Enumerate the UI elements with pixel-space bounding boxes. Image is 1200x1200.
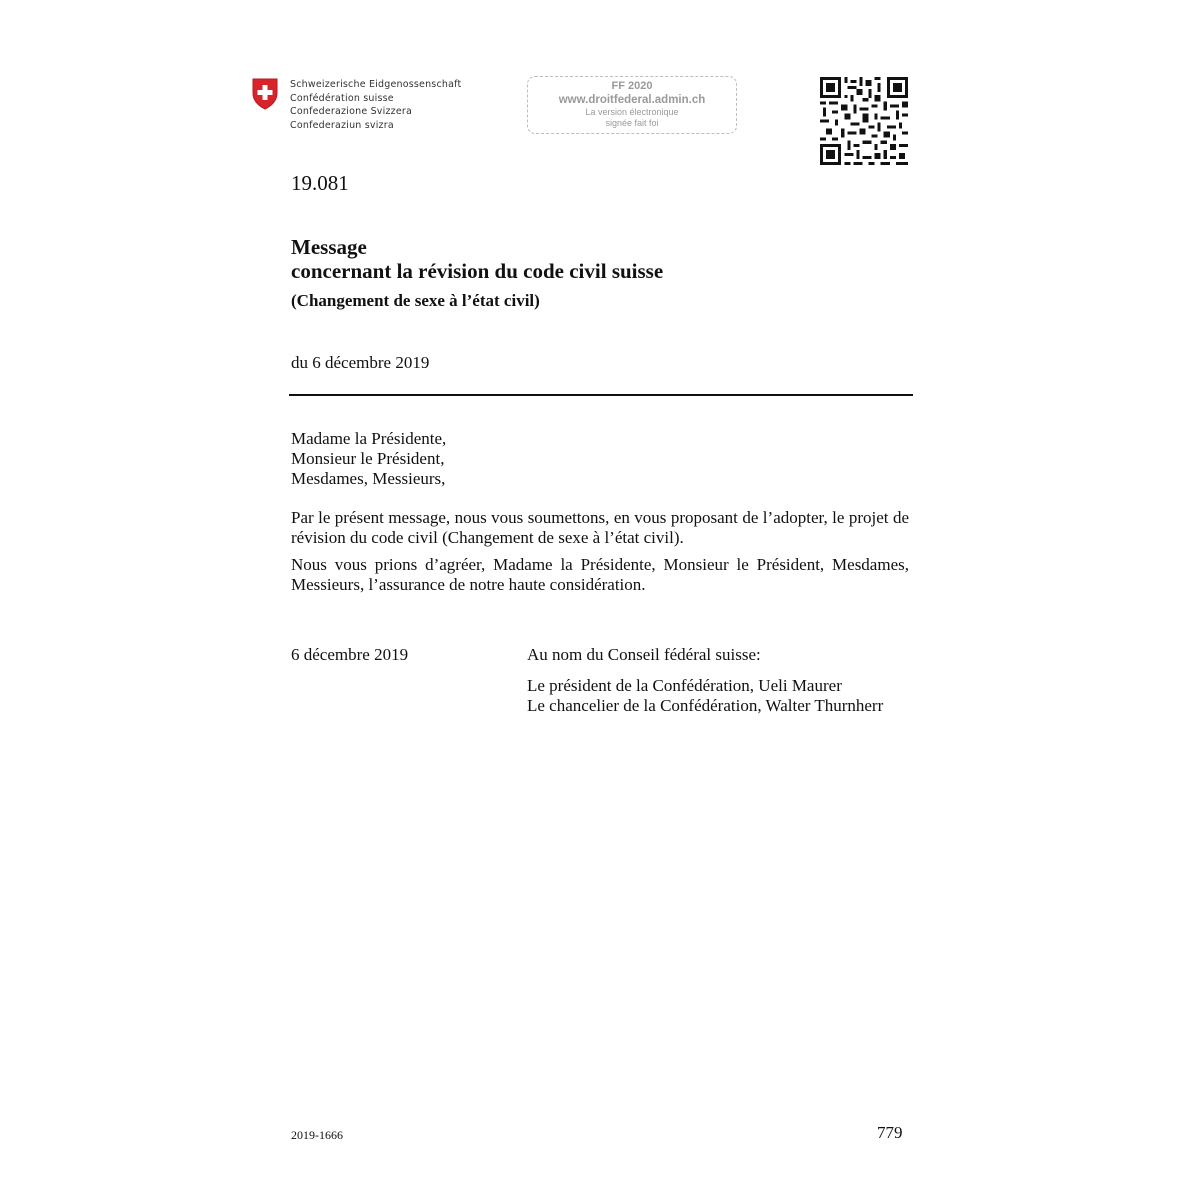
footer-reference: 2019-1666 [291, 1128, 343, 1142]
logo-line-it: Confederazione Svizzera [290, 106, 413, 117]
document-number: 19.081 [291, 171, 349, 195]
salutation [291, 429, 446, 489]
divider-rule [289, 394, 913, 396]
stamp-ff-year: FF 2020 [611, 80, 653, 92]
qr-code-icon [820, 77, 908, 165]
signatory-chancellor: Le chancelier de la Confédération, Walter Thurnherr [527, 696, 884, 715]
electronic-version-stamp [527, 76, 737, 134]
signature-names [527, 676, 883, 716]
logo-line-de: Schweizerische Eidgenossenschaft [290, 79, 462, 90]
signature-date: 6 décembre 2019 [291, 645, 409, 664]
logo-line-rm: Confederaziun svizra [290, 119, 394, 131]
stamp-note-line1: La version électronique [585, 107, 679, 117]
body-paragraph-closing: Nous vous prions d’agréer, Madame la Présidente, Monsieur le Président, Mesdames, Messieurs, l’assurance de notre haute considération. [291, 555, 909, 594]
signatory-president: Le président de la Confédération, Ueli Maurer [527, 676, 842, 695]
signature-council: Au nom du Conseil fédéral suisse: [527, 645, 761, 664]
salutation-line: Mesdames, Messieurs, [291, 469, 446, 488]
stamp-note-line2: signée fait foi [605, 118, 659, 128]
title-subtitle: (Changement de sexe à l’état civil) [291, 291, 540, 310]
logo-text [290, 78, 461, 132]
swiss-confederation-logo [252, 78, 472, 138]
salutation-line: Madame la Présidente, [291, 429, 447, 448]
logo-line-fr: Confédération suisse [290, 92, 394, 104]
title-message: Message [291, 235, 367, 259]
salutation-line: Monsieur le Président, [291, 449, 445, 468]
title-subject: concernant la révision du code civil suisse [291, 259, 664, 283]
swiss-shield-icon [252, 78, 278, 110]
body-paragraph-proposal: Par le présent message, nous vous soumettons, en vous proposant de l’adopter, le projet de révision du code civil (Changement de sexe à l’état civil). [291, 508, 909, 547]
page-number: 779 [877, 1123, 903, 1142]
stamp-url: www.droitfederal.admin.ch [558, 94, 706, 106]
message-date: du 6 décembre 2019 [291, 353, 430, 372]
